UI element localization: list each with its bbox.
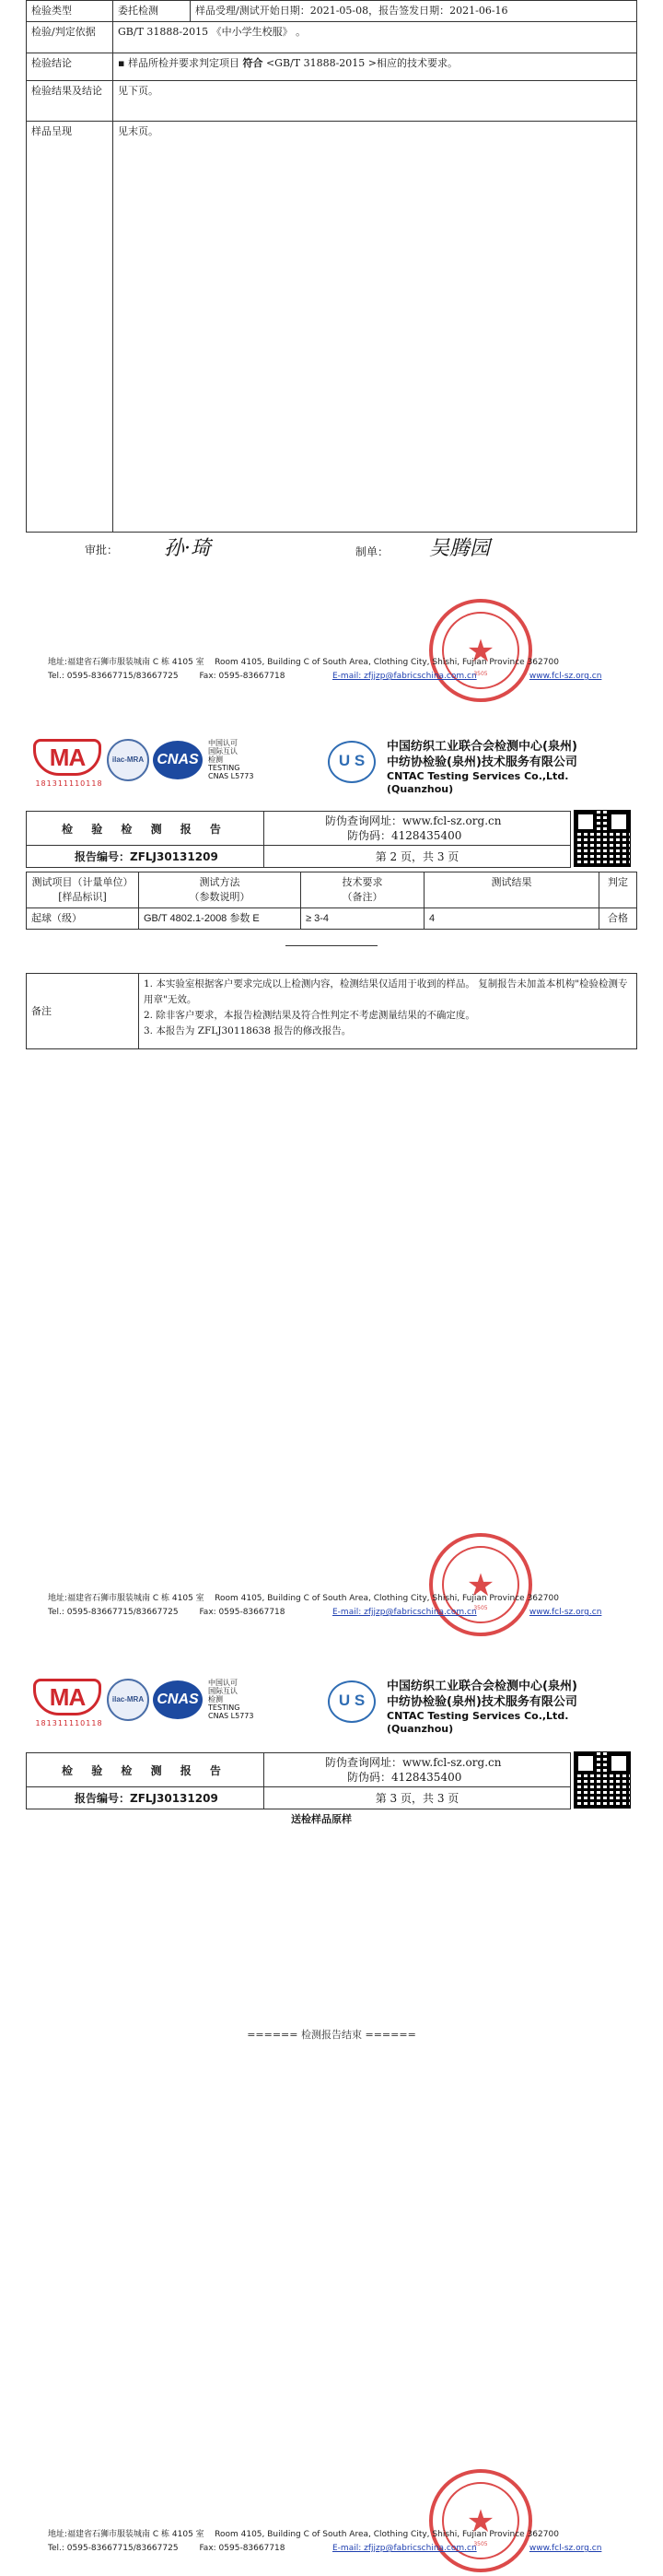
col-header-l1: 技术要求 [342,876,383,888]
footer-page2 [48,1592,601,1620]
footer-email-link[interactable]: E-mail: zfjjzp@fabricschina.com.cn [332,672,477,681]
footer-fax: Fax: 0595-83667718 [199,672,285,681]
qr-code [575,811,630,866]
verify-site: 防伪查询网址：www.fcl-sz.org.cn [325,814,502,827]
official-seal: ★ 3505 [429,1533,532,1636]
page1-info-table [26,0,637,533]
ma-number: 181311110118 [35,1719,103,1727]
cnas-line: CNAS L5773 [208,1712,254,1720]
qr-code [575,1752,630,1808]
remarks-content [139,974,637,1049]
ma-number: 181311110118 [35,779,103,788]
maker-signature: 吴腾园 [429,537,491,560]
row-value: 委托检测 [113,1,191,22]
remarks-label: 备注 [27,974,139,1049]
footer-web-link[interactable]: www.fcl-sz.org.cn [529,1608,602,1617]
ilac-mra-logo: ilac-MRA [107,739,149,781]
footer-email-link[interactable]: E-mail: zfjjzp@fabricschina.com.cn [332,1608,477,1617]
footer-tel: Tel.: 0595-83667715/83667725 [48,2544,179,2553]
cnas-line: 检测 [208,1695,223,1704]
sample-photo-label: 送检样品原样 [291,1813,352,1825]
footer-address-en: Room 4105, Building C of South Area, Clothing City, Shishi, Fujian Province 362700 [215,658,559,667]
cnas-line: TESTING [208,764,240,772]
report-number: 报告编号：ZFLJ30131209 [27,1787,264,1809]
table-row [27,908,637,930]
official-seal: ★ 3505 [429,2469,532,2572]
cell-method: GB/T 4802.1-2008 参数 E [139,908,301,930]
org-name-line1: 中国纺织工业联合会检测中心(泉州) [387,740,577,754]
org-name-en: CNTAC Testing Services Co.,Ltd.(Quanzhou) [387,1710,569,1735]
col-header-l2: （备注） [342,891,383,903]
report-header-page2 [26,811,571,868]
ma-logo: MA [33,739,101,776]
cnas-line: 中国认可 [208,739,238,747]
footer-fax: Fax: 0595-83667718 [199,1608,285,1617]
cell-judgement: 合格 [599,908,637,930]
test-results-table [26,872,637,930]
report-end-marker: ====== 检测报告结束 ====== [247,2029,416,2041]
cnas-logo: CNAS [153,1680,203,1719]
cnas-text [208,1679,253,1720]
col-header [301,872,425,908]
cnas-line: TESTING [208,1704,240,1712]
footer-email-link[interactable]: E-mail: zfjjzp@fabricschina.com.cn [332,2544,477,2553]
remarks-table [26,973,637,1049]
footer-address-cn: 地址:福建省石狮市服装城南 C 栋 4105 室 [48,1594,204,1603]
report-title: 检 验 检 测 报 告 [27,812,264,846]
row-value: GB/T 31888-2015 《中小学生校服》 。 [113,22,637,53]
cntac-logo: U S [328,1680,376,1723]
remark-item: 1. 本实验室根据客户要求完成以上检测内容，检测结果仅适用于收到的样品。 复制报告未加盖本机构"检验检测专用章"无效。 [144,978,628,1005]
cell-result: 4 [425,908,599,930]
col-header [139,872,301,908]
cnas-line: 检测 [208,755,223,764]
row-label: 样品呈现 [27,122,113,533]
cnas-logo: CNAS [153,741,203,779]
remark-item: 3. 本报告为 ZFLJ30118638 报告的修改报告。 [144,1025,352,1036]
row-label: 检验结论 [27,53,113,81]
verify-cell [264,1753,571,1787]
col-header: 测试结果 [425,872,599,908]
footer-address-en: Room 4105, Building C of South Area, Clothing City, Shishi, Fujian Province 362700 [215,2530,559,2539]
row-extra: 样品受理/测试开始日期：2021-05-08，报告签发日期：2021-06-16 [191,1,637,22]
conclusion-pre: ▪ 样品所检并要求判定项目 [118,57,239,69]
official-seal: ★ 3505 [429,599,532,702]
cell-requirement: ≥ 3-4 [301,908,425,930]
col-header-l2: （参数说明） [189,891,250,903]
verify-cell [264,812,571,846]
footer-address-cn: 地址:福建省石狮市服装城南 C 栋 4105 室 [48,2530,204,2539]
remark-item: 2. 除非客户要求，本报告检测结果及符合性判定不考虑测量结果的不确定度。 [144,1010,475,1021]
row-label: 检验结果及结论 [27,81,113,122]
cnas-line: 中国认可 [208,1679,238,1687]
conclusion-post: <GB/T 31888-2015 >相应的技术要求。 [265,57,458,69]
org-name-line1: 中国纺织工业联合会检测中心(泉州) [387,1680,577,1693]
report-title: 检 验 检 测 报 告 [27,1753,264,1787]
verify-site: 防伪查询网址：www.fcl-sz.org.cn [325,1756,502,1769]
footer-web-link[interactable]: www.fcl-sz.org.cn [529,2544,602,2553]
footer-web-link[interactable]: www.fcl-sz.org.cn [529,672,602,681]
make-label: 制单： [355,545,390,558]
footer-address-en: Room 4105, Building C of South Area, Clothing City, Shishi, Fujian Province 362700 [215,1594,559,1603]
cnas-text [208,739,253,780]
row-value: 见末页。 [113,122,637,533]
ma-logo: MA [33,1679,101,1715]
approve-label: 审批： [85,544,119,556]
page-number: 第 3 页，共 3 页 [264,1787,571,1809]
organization-name [387,1679,632,1736]
verify-code: 防伪码：4128435400 [347,1771,462,1784]
footer-tel: Tel.: 0595-83667715/83667725 [48,1608,179,1617]
org-name-line2: 中纺协检验(泉州)技术服务有限公司 [387,755,577,769]
footer-fax: Fax: 0595-83667718 [199,2544,285,2553]
col-header-l1: 测试项目（计量单位） [31,876,134,888]
footer-address-cn: 地址:福建省石狮市服装城南 C 栋 4105 室 [48,658,204,667]
report-header-page3 [26,1752,571,1809]
col-header: 判定 [599,872,637,908]
org-name-en: CNTAC Testing Services Co.,Ltd.(Quanzhou) [387,770,569,795]
col-header [27,872,139,908]
footer-tel: Tel.: 0595-83667715/83667725 [48,672,179,681]
cnas-line: 国际互认 [208,1687,238,1695]
col-header-l2: [样品标识] [58,891,107,903]
row-label: 检验类型 [27,1,113,22]
conclusion-verdict: 符合 [242,57,263,69]
row-value: 见下页。 [113,81,637,122]
end-of-table-line [285,945,378,946]
row-label: 检验/判定依据 [27,22,113,53]
logo-bar-page2 [33,735,632,794]
report-number: 报告编号：ZFLJ30131209 [27,846,264,868]
verify-code: 防伪码：4128435400 [347,829,462,842]
cntac-logo: U S [328,741,376,783]
logo-bar-page3 [33,1675,632,1734]
org-name-line2: 中纺协检验(泉州)技术服务有限公司 [387,1695,577,1709]
ilac-mra-logo: ilac-MRA [107,1679,149,1721]
organization-name [387,739,632,796]
cell-item: 起球（级） [27,908,139,930]
page-number: 第 2 页，共 3 页 [264,846,571,868]
cnas-line: 国际互认 [208,747,238,755]
approver-signature: 孙·琦 [164,537,211,560]
cnas-line: CNAS L5773 [208,772,254,780]
footer-page1 [48,656,601,684]
col-header-l1: 测试方法 [199,876,240,888]
conclusion-cell [113,53,637,81]
footer-page3 [48,2528,601,2556]
